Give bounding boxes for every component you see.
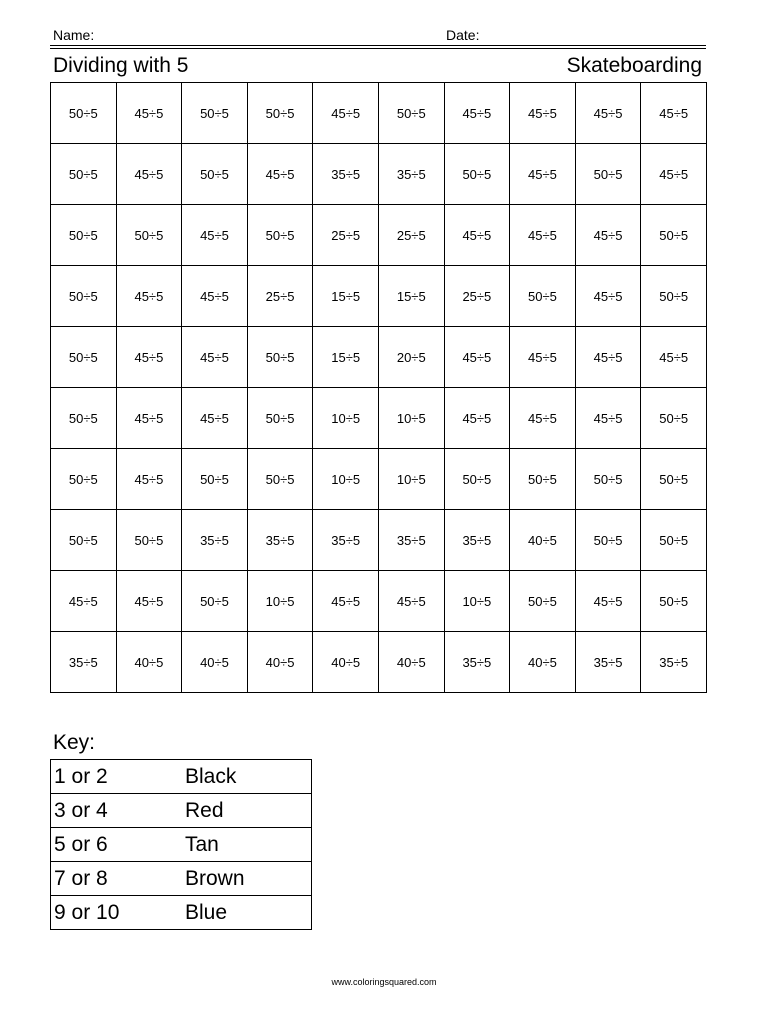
grid-cell[interactable]: 45÷5	[641, 83, 707, 144]
grid-cell[interactable]: 45÷5	[313, 83, 379, 144]
grid-cell[interactable]: 50÷5	[51, 205, 117, 266]
grid-cell[interactable]: 50÷5	[641, 266, 707, 327]
grid-cell[interactable]: 50÷5	[182, 144, 248, 205]
grid-cell[interactable]: 45÷5	[510, 388, 576, 449]
grid-cell[interactable]: 40÷5	[247, 632, 313, 693]
grid-cell[interactable]: 50÷5	[378, 83, 444, 144]
grid-cell[interactable]: 50÷5	[51, 144, 117, 205]
grid-cell[interactable]: 35÷5	[247, 510, 313, 571]
grid-cell[interactable]: 45÷5	[575, 266, 641, 327]
grid-cell[interactable]: 40÷5	[313, 632, 379, 693]
grid-cell[interactable]: 45÷5	[575, 571, 641, 632]
grid-cell[interactable]: 50÷5	[116, 510, 182, 571]
grid-cell[interactable]: 45÷5	[510, 205, 576, 266]
grid-cell[interactable]: 35÷5	[313, 144, 379, 205]
grid-cell[interactable]: 40÷5	[116, 632, 182, 693]
key-row	[51, 794, 312, 828]
grid-cell[interactable]: 50÷5	[575, 510, 641, 571]
grid-cell[interactable]: 35÷5	[444, 510, 510, 571]
grid-cell[interactable]: 45÷5	[575, 388, 641, 449]
grid-cell[interactable]: 50÷5	[510, 449, 576, 510]
grid-cell[interactable]: 10÷5	[378, 388, 444, 449]
grid-cell[interactable]: 50÷5	[444, 449, 510, 510]
key-color: Red	[182, 794, 312, 828]
grid-cell[interactable]: 50÷5	[51, 449, 117, 510]
grid-row	[51, 144, 707, 205]
grid-cell[interactable]: 50÷5	[641, 571, 707, 632]
key-range: 5 or 6	[51, 828, 183, 862]
grid-cell[interactable]: 45÷5	[510, 144, 576, 205]
grid-cell[interactable]: 15÷5	[313, 266, 379, 327]
grid-cell[interactable]: 45÷5	[575, 205, 641, 266]
key-row	[51, 896, 312, 930]
grid-row	[51, 327, 707, 388]
grid-cell[interactable]: 50÷5	[51, 327, 117, 388]
grid-cell[interactable]: 50÷5	[182, 83, 248, 144]
grid-cell[interactable]: 45÷5	[444, 83, 510, 144]
grid-cell[interactable]: 50÷5	[51, 266, 117, 327]
grid-cell[interactable]: 40÷5	[378, 632, 444, 693]
grid-cell[interactable]: 45÷5	[116, 449, 182, 510]
grid-cell[interactable]: 50÷5	[641, 388, 707, 449]
grid-cell[interactable]: 35÷5	[575, 632, 641, 693]
grid-cell[interactable]: 45÷5	[444, 388, 510, 449]
grid-row	[51, 266, 707, 327]
grid-cell[interactable]: 35÷5	[51, 632, 117, 693]
grid-cell[interactable]: 50÷5	[182, 449, 248, 510]
grid-cell[interactable]: 45÷5	[182, 266, 248, 327]
grid-cell[interactable]: 10÷5	[313, 449, 379, 510]
grid-cell[interactable]: 45÷5	[641, 144, 707, 205]
key-row	[51, 862, 312, 896]
grid-cell[interactable]: 10÷5	[313, 388, 379, 449]
grid-cell[interactable]: 50÷5	[247, 83, 313, 144]
grid-cell[interactable]: 45÷5	[510, 83, 576, 144]
grid-cell[interactable]: 45÷5	[313, 571, 379, 632]
grid-cell[interactable]: 50÷5	[51, 83, 117, 144]
key-title: Key:	[53, 731, 96, 754]
grid-cell[interactable]: 35÷5	[378, 144, 444, 205]
grid-cell[interactable]: 35÷5	[641, 632, 707, 693]
grid-cell[interactable]: 45÷5	[444, 327, 510, 388]
grid-cell[interactable]: 50÷5	[575, 144, 641, 205]
grid-cell[interactable]: 50÷5	[510, 571, 576, 632]
grid-cell[interactable]: 15÷5	[313, 327, 379, 388]
grid-cell[interactable]: 50÷5	[116, 205, 182, 266]
grid-cell[interactable]: 45÷5	[116, 571, 182, 632]
grid-cell[interactable]: 50÷5	[247, 388, 313, 449]
grid-cell[interactable]: 25÷5	[378, 205, 444, 266]
grid-cell[interactable]: 45÷5	[378, 571, 444, 632]
key-color: Black	[182, 760, 312, 794]
key-range: 7 or 8	[51, 862, 183, 896]
grid-cell[interactable]: 35÷5	[313, 510, 379, 571]
grid-cell[interactable]: 50÷5	[182, 571, 248, 632]
date-label: Date:	[446, 27, 480, 43]
grid-cell[interactable]: 50÷5	[51, 388, 117, 449]
grid-cell[interactable]: 45÷5	[182, 205, 248, 266]
key-row	[51, 760, 312, 794]
footer-url: www.coloringsquared.com	[331, 977, 437, 987]
key-color: Blue	[182, 896, 312, 930]
grid-cell[interactable]: 35÷5	[182, 510, 248, 571]
grid-cell[interactable]: 40÷5	[182, 632, 248, 693]
grid-row	[51, 571, 707, 632]
header-rule-bottom	[50, 48, 706, 49]
grid-cell[interactable]: 10÷5	[444, 571, 510, 632]
grid-cell[interactable]: 10÷5	[378, 449, 444, 510]
grid-row	[51, 83, 707, 144]
grid-cell[interactable]: 45÷5	[116, 266, 182, 327]
grid-cell[interactable]: 25÷5	[444, 266, 510, 327]
grid-cell[interactable]: 35÷5	[378, 510, 444, 571]
grid-row	[51, 205, 707, 266]
grid-cell[interactable]: 10÷5	[247, 571, 313, 632]
problem-grid	[50, 82, 707, 693]
grid-cell[interactable]: 45÷5	[575, 83, 641, 144]
grid-cell[interactable]: 45÷5	[182, 388, 248, 449]
grid-cell[interactable]: 45÷5	[444, 205, 510, 266]
grid-cell[interactable]: 45÷5	[247, 144, 313, 205]
header-line	[50, 26, 706, 44]
key-range: 9 or 10	[51, 896, 183, 930]
grid-cell[interactable]: 50÷5	[641, 205, 707, 266]
worksheet-title: Dividing with 5	[53, 54, 189, 77]
grid-cell[interactable]: 15÷5	[378, 266, 444, 327]
grid-cell[interactable]: 50÷5	[444, 144, 510, 205]
key-color: Tan	[182, 828, 312, 862]
name-label: Name:	[53, 27, 95, 43]
grid-cell[interactable]: 45÷5	[575, 327, 641, 388]
grid-cell[interactable]: 25÷5	[247, 266, 313, 327]
grid-row	[51, 510, 707, 571]
grid-cell[interactable]: 40÷5	[510, 632, 576, 693]
grid-cell[interactable]: 50÷5	[575, 449, 641, 510]
grid-cell[interactable]: 25÷5	[313, 205, 379, 266]
grid-cell[interactable]: 45÷5	[510, 327, 576, 388]
key-row	[51, 828, 312, 862]
key-range: 3 or 4	[51, 794, 183, 828]
header-rule-top	[50, 45, 706, 46]
color-key	[50, 759, 312, 930]
key-color: Brown	[182, 862, 312, 896]
grid-cell[interactable]: 45÷5	[116, 327, 182, 388]
grid-cell[interactable]: 40÷5	[510, 510, 576, 571]
grid-cell[interactable]: 45÷5	[116, 144, 182, 205]
worksheet-theme: Skateboarding	[566, 54, 702, 77]
grid-cell[interactable]: 45÷5	[641, 327, 707, 388]
grid-cell[interactable]: 50÷5	[247, 327, 313, 388]
grid-cell[interactable]: 50÷5	[51, 510, 117, 571]
key-range: 1 or 2	[51, 760, 183, 794]
grid-cell[interactable]: 20÷5	[378, 327, 444, 388]
grid-cell[interactable]: 45÷5	[182, 327, 248, 388]
grid-cell[interactable]: 50÷5	[510, 266, 576, 327]
grid-cell[interactable]: 50÷5	[247, 205, 313, 266]
grid-cell[interactable]: 50÷5	[641, 449, 707, 510]
grid-cell[interactable]: 50÷5	[247, 449, 313, 510]
grid-cell[interactable]: 45÷5	[116, 388, 182, 449]
grid-cell[interactable]: 50÷5	[641, 510, 707, 571]
grid-cell[interactable]: 45÷5	[116, 83, 182, 144]
grid-row	[51, 632, 707, 693]
grid-cell[interactable]: 45÷5	[51, 571, 117, 632]
grid-row	[51, 449, 707, 510]
grid-cell[interactable]: 35÷5	[444, 632, 510, 693]
grid-row	[51, 388, 707, 449]
